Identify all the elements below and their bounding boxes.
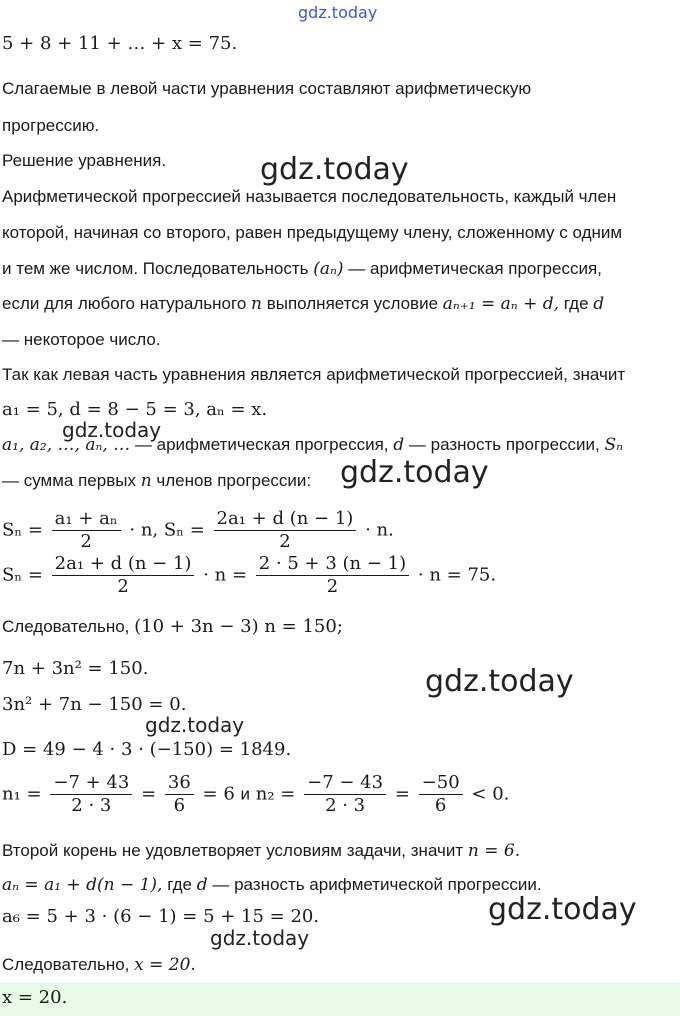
fraction bbox=[52, 508, 121, 553]
math-inline: n = 6. bbox=[467, 841, 521, 861]
fraction bbox=[419, 772, 463, 817]
fraction-denominator: 2 bbox=[326, 576, 339, 597]
text: выполняется условие bbox=[266, 294, 439, 313]
fraction-denominator: 2 bbox=[80, 531, 92, 552]
paragraph-line bbox=[2, 258, 602, 280]
equation: 5 + 8 + 11 + … + x = 75. bbox=[2, 33, 238, 54]
paragraph-line: Слагаемые в левой части уравнения составляют арифметическую bbox=[2, 79, 532, 98]
math-text: = 6 bbox=[202, 783, 235, 805]
math-line: 3n² + 7n − 150 = 0. bbox=[2, 694, 187, 715]
paragraph-line bbox=[2, 954, 196, 976]
math-inline: n bbox=[251, 294, 262, 314]
math-text: < 0. bbox=[471, 783, 510, 805]
text: — арифметическая прогрессия, bbox=[134, 435, 389, 454]
watermark: gdz.today bbox=[62, 418, 162, 442]
math-inline: d bbox=[196, 875, 208, 895]
math-inline: aₙ₊₁ = aₙ + d, bbox=[442, 294, 560, 314]
fraction-numerator: −50 bbox=[419, 772, 463, 795]
fraction-numerator: 36 bbox=[165, 772, 194, 795]
text: — сумма первых bbox=[2, 471, 136, 490]
sum-formula-substituted bbox=[2, 553, 496, 598]
answer-text: x = 20. bbox=[2, 987, 68, 1008]
math-text: · n = 75. bbox=[417, 564, 497, 586]
fraction bbox=[304, 772, 386, 817]
paragraph-line: Арифметической прогрессией называется последовательность, каждый член bbox=[2, 187, 617, 206]
text: — арифметическая прогрессия, bbox=[348, 259, 602, 278]
fraction-numerator: 2a₁ + d (n − 1) bbox=[214, 508, 357, 531]
math-inline: x = 20. bbox=[134, 955, 196, 975]
math-inline: d bbox=[593, 294, 605, 314]
paragraph-line: Так как левая часть уравнения является арифметической прогрессией, значит bbox=[2, 365, 626, 384]
text: Второй корень не удовлетворяет условиям задачи, значит bbox=[2, 841, 464, 860]
section-heading: Решение уравнения. bbox=[2, 151, 167, 170]
watermark-top: gdz.today bbox=[298, 3, 378, 22]
watermark: gdz.today bbox=[145, 713, 245, 737]
fraction-denominator: 2 bbox=[117, 576, 129, 597]
fraction-denominator: 6 bbox=[434, 795, 447, 816]
fraction-denominator: 6 bbox=[173, 795, 186, 816]
math-text: · n. bbox=[365, 519, 394, 541]
fraction-numerator: −7 + 43 bbox=[50, 772, 132, 795]
paragraph-line bbox=[2, 293, 604, 315]
math-text: · n, Sₙ = bbox=[129, 519, 205, 541]
fraction bbox=[50, 772, 132, 817]
math-text: = bbox=[141, 783, 157, 805]
math-text: Sₙ = bbox=[2, 564, 43, 586]
text: — разность арифметической прогрессии. bbox=[212, 875, 542, 894]
paragraph-line bbox=[2, 840, 520, 862]
math-line: a₆ = 5 + 3 · (6 − 1) = 5 + 15 = 20. bbox=[2, 906, 320, 927]
fraction-numerator: −7 − 43 bbox=[304, 772, 386, 795]
watermark: gdz.today bbox=[210, 926, 310, 950]
math-text: Sₙ = bbox=[2, 519, 43, 541]
fraction bbox=[256, 553, 409, 598]
math-text: n₁ = bbox=[2, 783, 42, 805]
math-inline: n bbox=[140, 471, 152, 491]
fraction-denominator: 2 · 3 bbox=[71, 795, 112, 816]
math-line: 7n + 3n² = 150. bbox=[2, 658, 149, 679]
fraction-numerator: 2a₁ + d (n − 1) bbox=[52, 553, 195, 576]
watermark: gdz.today bbox=[488, 892, 637, 927]
fraction-numerator: a₁ + aₙ bbox=[52, 508, 121, 531]
math-text: · n = bbox=[203, 564, 248, 586]
fraction-numerator: 2 · 5 + 3 (n − 1) bbox=[256, 553, 409, 576]
paragraph-line bbox=[2, 434, 623, 456]
fraction bbox=[165, 772, 194, 817]
watermark: gdz.today bbox=[260, 152, 409, 187]
text: Следовательно, bbox=[2, 617, 130, 636]
fraction-denominator: 2 · 3 bbox=[325, 795, 366, 816]
text: — разность прогрессии, bbox=[408, 435, 600, 454]
math-text: = bbox=[394, 783, 410, 805]
math-text: n₂ = bbox=[255, 783, 296, 805]
fraction-denominator: 2 bbox=[279, 531, 291, 552]
fraction bbox=[52, 553, 195, 598]
paragraph-line: — некоторое число. bbox=[2, 330, 161, 349]
math-inline: d bbox=[393, 435, 405, 455]
math-inline: Sₙ bbox=[604, 435, 624, 455]
text: Следовательно, bbox=[2, 955, 130, 974]
text: где bbox=[563, 294, 589, 313]
discriminant: D = 49 − 4 · 3 · (−150) = 1849. bbox=[2, 739, 292, 760]
math-inline: (aₙ) bbox=[313, 259, 344, 279]
paragraph-line: прогрессию. bbox=[2, 116, 100, 135]
watermark: gdz.today bbox=[340, 455, 489, 490]
text: членов прогрессии: bbox=[156, 471, 312, 490]
answer-box bbox=[0, 982, 680, 1016]
sum-formula bbox=[2, 508, 394, 553]
math-inline: (10 + 3n − 3) n = 150; bbox=[134, 616, 343, 637]
roots bbox=[2, 772, 509, 817]
text: где bbox=[167, 875, 192, 894]
math-inline: aₙ = a₁ + d(n − 1), bbox=[2, 875, 163, 895]
math-line: a₁ = 5, d = 8 − 5 = 3, aₙ = x. bbox=[2, 399, 268, 420]
paragraph-line: которой, начиная со второго, равен предыдущему члену, сложенному с одним bbox=[2, 223, 623, 242]
watermark: gdz.today bbox=[425, 664, 574, 699]
math-inline: a₁, a₂, …, aₙ, … bbox=[2, 435, 131, 455]
text: если для любого натурального bbox=[2, 294, 247, 313]
paragraph-line bbox=[2, 874, 542, 896]
text: и bbox=[240, 784, 251, 804]
fraction bbox=[214, 508, 357, 553]
paragraph-line bbox=[2, 616, 343, 638]
paragraph-line bbox=[2, 470, 311, 492]
text: и тем же числом. Последовательность bbox=[2, 259, 309, 278]
